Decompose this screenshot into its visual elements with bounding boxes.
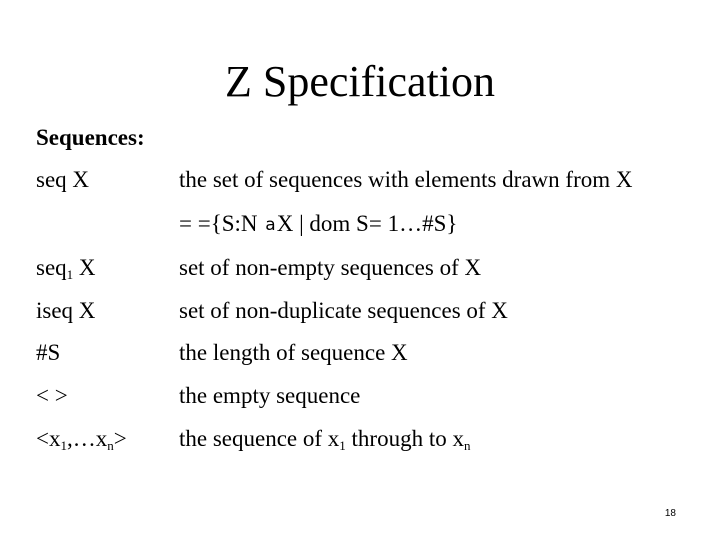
formula-prefix: = ={S:N <box>179 211 264 236</box>
section-heading: Sequences: <box>36 125 145 150</box>
slide-title-text: Z Specification <box>224 57 495 106</box>
description-sequence-literal <box>179 424 471 454</box>
function-arrow-icon: a <box>265 215 276 235</box>
term-sequence-literal <box>36 424 127 454</box>
term-iseq: iseq X <box>36 298 96 323</box>
slide-title <box>0 54 720 110</box>
definition-row-sequence-literal <box>36 424 686 454</box>
definition-row-iseq <box>36 296 686 326</box>
formula-suffix: X | dom S= 1…#S} <box>276 211 458 236</box>
definition-row-length <box>36 338 686 368</box>
term-seq1-subscript: 1 <box>66 267 74 282</box>
description-length: the length of sequence X <box>179 340 408 365</box>
definition-row-empty <box>36 381 686 411</box>
term-seq1-rest: X <box>73 255 96 280</box>
description-iseq: set of non-duplicate sequences of X <box>179 298 508 323</box>
term-literal-part: <x <box>36 426 61 451</box>
description-literal-part: the sequence of x <box>179 426 340 451</box>
term-empty-sequence: < > <box>36 383 68 408</box>
description-literal-part: through to x <box>345 426 464 451</box>
description-empty-sequence: the empty sequence <box>179 383 361 408</box>
definition-row-seq <box>36 165 686 195</box>
page-number: 18 <box>664 508 676 519</box>
description-seq: the set of sequences with elements drawn from X <box>179 167 633 192</box>
term-seq1-base: seq <box>36 255 67 280</box>
term-literal-subscript: n <box>107 438 114 453</box>
term-length: #S <box>36 340 61 365</box>
description-literal-subscript: 1 <box>339 438 346 453</box>
description-literal-subscript: n <box>464 438 471 453</box>
description-seq1: set of non-empty sequences of X <box>179 255 482 280</box>
definition-row-seq1 <box>36 253 686 283</box>
term-literal-part: ,…x <box>66 426 108 451</box>
term-seq: seq X <box>36 167 90 192</box>
seq-definition-formula <box>179 209 457 241</box>
term-literal-subscript: 1 <box>60 438 67 453</box>
term-seq1 <box>36 253 96 283</box>
term-literal-part: > <box>113 426 127 451</box>
